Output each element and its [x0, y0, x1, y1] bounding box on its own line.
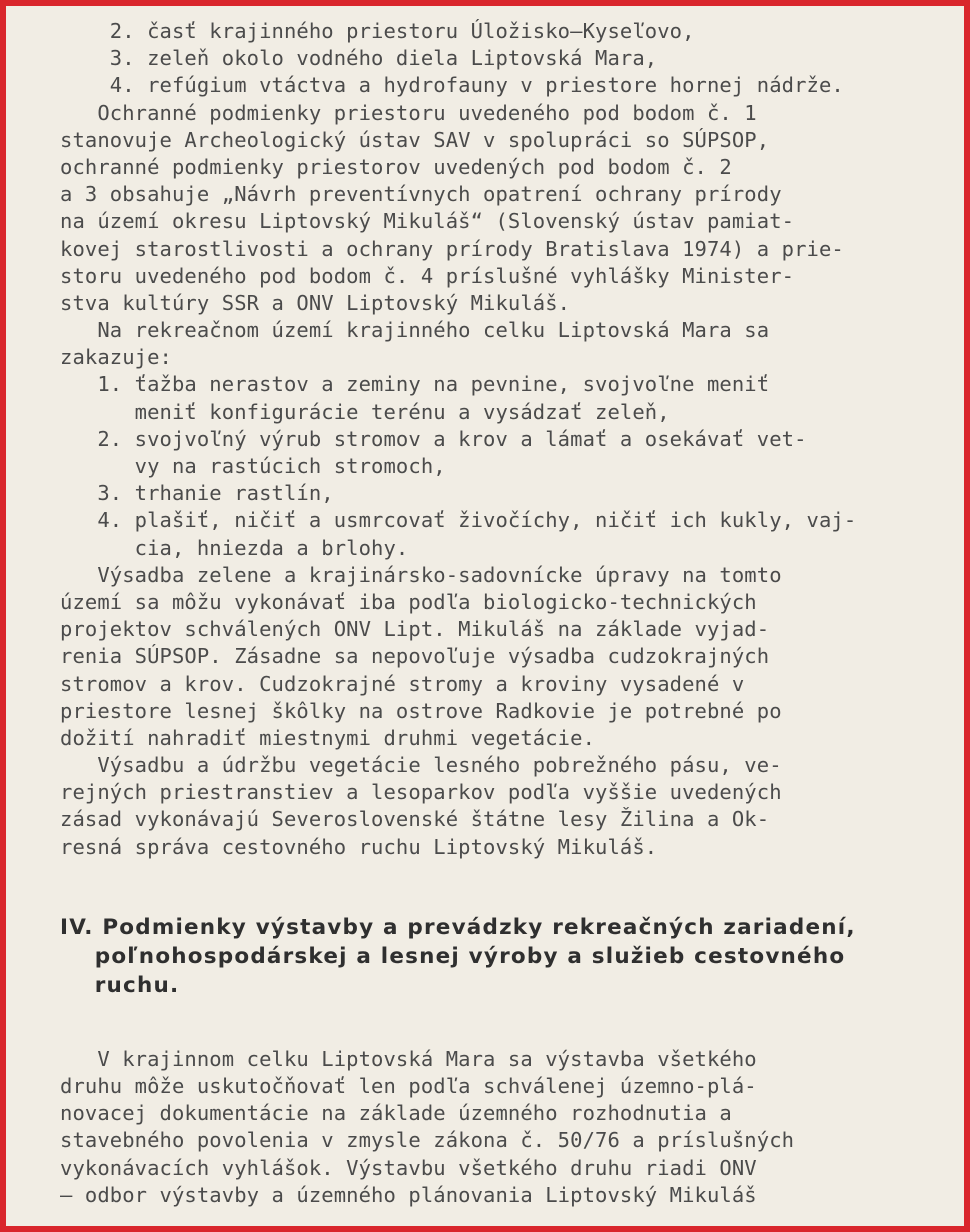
text-line: 1. ťažba nerastov a zeminy na pevnine, svojvoľne meniť [60, 372, 770, 397]
text-line: vy na rastúcich stromoch, [60, 454, 446, 478]
spacer [60, 1000, 906, 1046]
document-page [60, 18, 906, 1209]
text-line: zakazuje: [60, 345, 172, 370]
text-line: stanovuje Archeologický ústav SAV v spolupráci so SÚPSOP, [60, 127, 770, 152]
text-line: meniť konfigurácie terénu a vysádzať zeleň, [60, 399, 670, 424]
text-line: novacej dokumentácie na základe územného rozhodnutia a [60, 1101, 732, 1126]
text-line: dožití nahradiť miestnymi druhmi vegetácie. [60, 725, 596, 750]
text-line: V krajinnom celku Liptovská Mara sa výstavba všetkého [60, 1046, 757, 1071]
text-line: 4. refúgium vtáctva a hydrofauny v priestore hornej nádrže. [60, 73, 844, 98]
text-line: území sa môžu vykonávať iba podľa biologicko-technických [60, 589, 757, 614]
text-line: projektov schválených ONV Lipt. Mikuláš na základe vyjad- [60, 617, 770, 642]
text-line: na území okresu Liptovský Mikuláš“ (Slovenský ústav pamiat- [60, 209, 795, 234]
text-line: renia SÚPSOP. Zásadne sa nepovoľuje výsadba cudzokrajných [60, 644, 770, 669]
text-line: Výsadbu a údržbu vegetácie lesného pobrežného pásu, ve- [60, 753, 782, 778]
body-text-top [60, 18, 906, 861]
body-text-bottom [60, 1046, 906, 1209]
text-line: resná správa cestovného ruchu Liptovský Mikuláš. [60, 834, 658, 859]
text-line: cia, hniezda a brlohy. [60, 535, 409, 560]
text-line: 2. svojvoľný výrub stromov a krov a lámať a osekávať vet- [60, 426, 807, 451]
text-line: Na rekreačnom území krajinného celku Liptovská Mara sa [60, 318, 770, 343]
text-line: rejných priestranstiev a lesoparkov podľa vyššie uvedených [60, 780, 782, 805]
spacer [60, 861, 906, 913]
text-line: 3. trhanie rastlín, [60, 481, 334, 506]
text-line: 3. zeleň okolo vodného diela Liptovská Mara, [60, 46, 658, 71]
text-line: — odbor výstavby a územného plánovania Liptovský Mikuláš [60, 1182, 757, 1207]
heading-line: poľnohospodárskej a lesnej výroby a služieb cestovného [60, 943, 846, 969]
text-line: storu uvedeného pod bodom č. 4 príslušné vyhlášky Minister- [60, 263, 795, 288]
text-line: priestore lesnej škôlky na ostrove Radkovie je potrebné po [60, 698, 782, 723]
text-line: druhu môže uskutočňovať len podľa schválenej územno-plá- [60, 1074, 757, 1098]
text-line: 4. plašiť, ničiť a usmrcovať živočíchy, ničiť ich kukly, vaj- [60, 508, 857, 533]
text-line: Výsadba zelene a krajinársko-sadovnícke úpravy na tomto [60, 562, 782, 587]
section-heading [60, 913, 906, 1000]
text-line: stva kultúry SSR a ONV Liptovský Mikuláš. [60, 290, 571, 315]
text-line: stromov a krov. Cudzokrajné stromy a kroviny vysadené v [60, 671, 745, 696]
text-line: stavebného povolenia v zmysle zákona č. 50/76 a príslušných [60, 1128, 795, 1153]
text-line: ochranné podmienky priestorov uvedených pod bodom č. 2 [60, 154, 732, 179]
text-line: vykonávacích vyhlášok. Výstavbu všetkého druhu riadi ONV [60, 1155, 757, 1180]
text-line: kovej starostlivosti a ochrany prírody Bratislava 1974) a prie- [60, 236, 844, 261]
heading-line: IV. Podmienky výstavby a prevádzky rekreačných zariadení, [60, 914, 856, 940]
heading-line: ruchu. [60, 972, 180, 998]
text-line: Ochranné podmienky priestoru uvedeného pod bodom č. 1 [60, 100, 757, 125]
text-line: a 3 obsahuje „Návrh preventívnych opatrení ochrany prírody [60, 182, 782, 207]
text-line: zásad vykonávajú Severoslovenské štátne lesy Žilina a Ok- [60, 807, 770, 832]
text-line: 2. časť krajinného priestoru Úložisko—Kyseľovo, [60, 19, 695, 43]
